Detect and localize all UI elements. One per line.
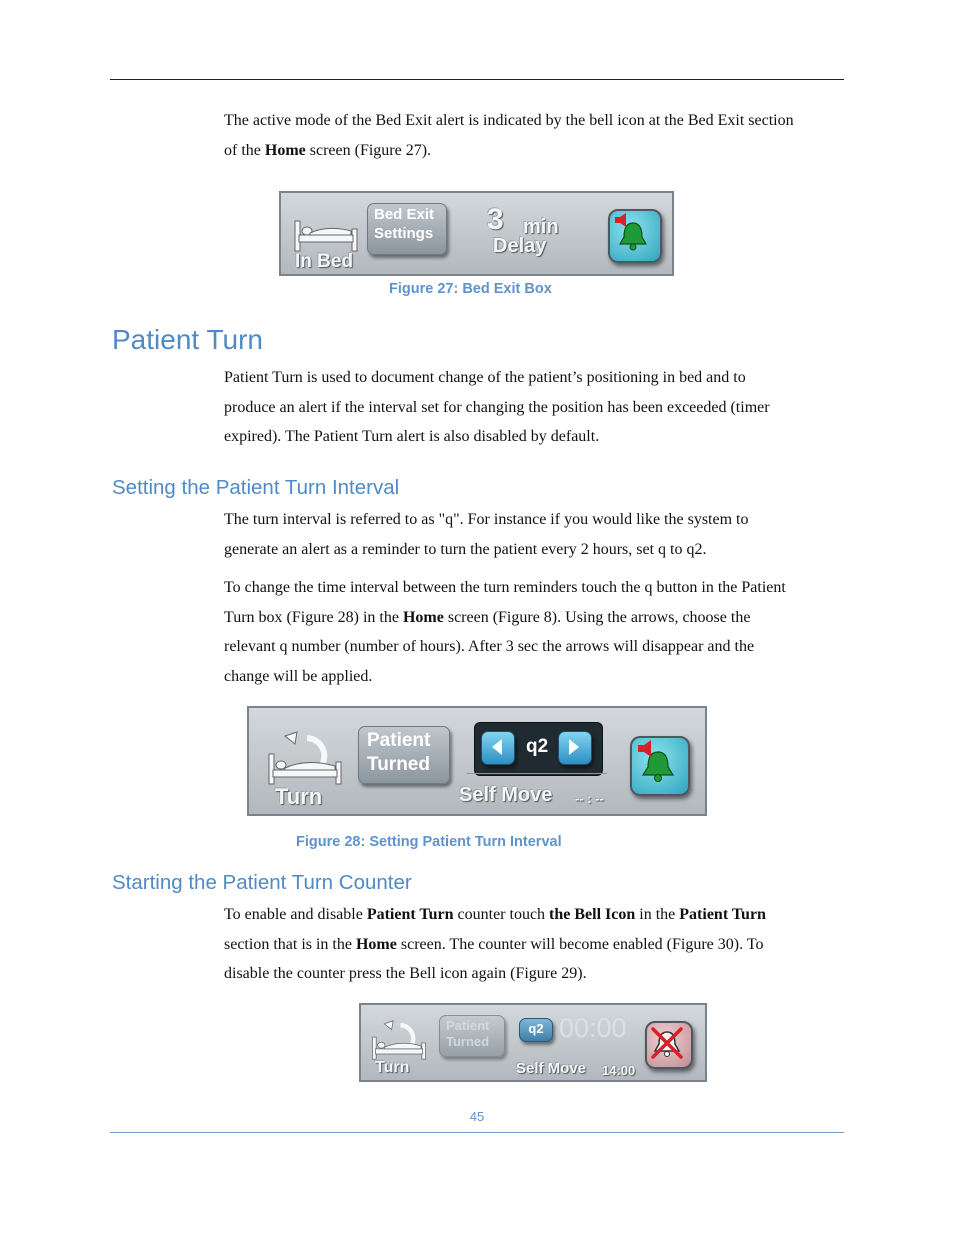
bed-icon xyxy=(293,219,359,253)
patient-turned-line-2: Turned xyxy=(446,1034,490,1050)
turn-bed-icon xyxy=(371,1019,427,1061)
interval-line-2: generate an alert as a reminder to turn the patient every 2 hours, set q to q2. xyxy=(224,540,707,558)
turn-bed-icon xyxy=(267,730,343,786)
bed-exit-box xyxy=(279,191,674,276)
header-rule xyxy=(110,79,844,80)
bell-disabled-icon xyxy=(647,1023,687,1063)
patient-turn-box xyxy=(247,706,707,816)
patient-turn-line-2: produce an alert if the interval set for changing the position has been exceeded (timer xyxy=(224,398,770,416)
intro-line-2: of the Home screen (Figure 27). xyxy=(224,141,432,159)
self-move-label: Self Move xyxy=(459,784,553,806)
patient-turned-line-1: Patient xyxy=(446,1018,490,1033)
patient-turn-line-3: expired). The Patient Turn alert is also disabled by default. xyxy=(224,428,600,446)
self-move-time: 14:00 xyxy=(602,1063,636,1078)
counter-paragraph xyxy=(224,900,844,989)
patient-turned-line-2: Turned xyxy=(367,753,430,775)
interval-line-5: relevant q number (number of hours). After 3 sec the arrows will disappear and the xyxy=(224,638,755,656)
bed-exit-settings-line-2: Settings xyxy=(374,224,434,242)
bell-icon xyxy=(632,738,684,790)
patient-turn-bell-button[interactable] xyxy=(645,1021,693,1069)
patient-turn-bell-button[interactable] xyxy=(630,736,690,796)
interval-line-4: Turn box (Figure 28) in the Home screen (Figure 8). Using the arrows, choose the xyxy=(224,608,751,626)
speaker-muted-icon xyxy=(615,213,626,227)
interval-paragraph-2 xyxy=(224,573,844,692)
patient-turn-disabled-box xyxy=(359,1003,707,1082)
footer-rule xyxy=(110,1132,844,1133)
bed-exit-settings-line-1: Bed Exit xyxy=(374,206,435,223)
bell-icon xyxy=(610,211,656,257)
bed-exit-bell-button[interactable] xyxy=(608,209,662,263)
figure-27-caption: Figure 27: Bed Exit Box xyxy=(389,281,552,297)
figure-28-caption: Figure 28: Setting Patient Turn Interval xyxy=(296,834,562,850)
interval-line-6: change will be applied. xyxy=(224,668,373,686)
interval-line-1: The turn interval is referred to as "q". For instance if you would like the system to xyxy=(224,511,749,528)
intro-paragraph xyxy=(224,106,844,165)
turn-timer: 00:00 xyxy=(559,1013,627,1043)
page-number: 45 xyxy=(469,1109,485,1124)
q-button[interactable]: q2 xyxy=(519,1018,553,1042)
section-title-patient-turn: Patient Turn xyxy=(112,324,263,355)
delay-label: Delay xyxy=(493,235,547,257)
patient-turned-button[interactable] xyxy=(358,726,450,784)
patient-turn-paragraph xyxy=(224,363,844,452)
self-move-label: Self Move xyxy=(516,1060,587,1077)
patient-turn-line-1: Patient Turn is used to document change of the patient’s positioning in bed and to xyxy=(224,369,746,386)
self-move-time: -- : -- xyxy=(575,791,604,806)
subsection-title-counter: Starting the Patient Turn Counter xyxy=(112,871,412,894)
patient-turned-button[interactable] xyxy=(439,1015,505,1057)
q-value: q2 xyxy=(526,736,549,757)
turn-label: Turn xyxy=(275,784,323,809)
counter-line-1: To enable and disable Patient Turn counter touch the Bell Icon in the Patient Turn xyxy=(224,906,766,923)
delay-unit: min xyxy=(523,216,559,238)
turn-label: Turn xyxy=(375,1059,410,1076)
q-decrease-button[interactable] xyxy=(481,731,515,765)
interval-paragraph-1 xyxy=(224,505,844,564)
divider xyxy=(467,773,607,774)
delay-value: 3 xyxy=(487,203,504,236)
subsection-title-interval: Setting the Patient Turn Interval xyxy=(112,476,400,499)
q-selector xyxy=(474,722,603,776)
counter-line-2: section that is in the Home screen. The counter will become enabled (Figure 30). To xyxy=(224,935,764,953)
in-bed-label: In Bed xyxy=(295,251,354,272)
counter-line-3: disable the counter press the Bell icon again (Figure 29). xyxy=(224,965,587,983)
q-increase-button[interactable] xyxy=(558,731,592,765)
speaker-muted-icon xyxy=(638,740,651,757)
interval-line-3: To change the time interval between the turn reminders touch the q button in the Patient xyxy=(224,579,786,596)
bed-exit-settings-button[interactable] xyxy=(367,203,447,255)
patient-turned-line-1: Patient xyxy=(367,730,431,751)
left-arrow-icon xyxy=(482,732,512,762)
intro-line-1: The active mode of the Bed Exit alert is indicated by the bell icon at the Bed Exit section xyxy=(224,112,794,129)
right-arrow-icon xyxy=(559,732,589,762)
